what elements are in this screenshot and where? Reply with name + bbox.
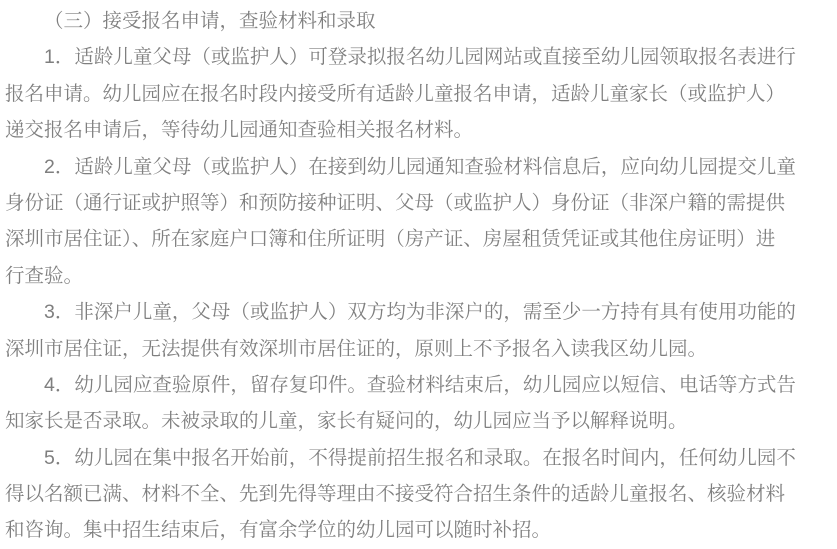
text-line: 知家长是否录取。未被录取的儿童，家长有疑问的，幼儿园应当予以解释说明。 xyxy=(5,410,688,433)
paragraph-4 xyxy=(5,367,833,440)
text-line: 2．适龄儿童父母（或监护人）在接到幼儿园通知查验材料信息后，应向幼儿园提交儿童 xyxy=(44,155,796,178)
text-line: 深圳市居住证）、所在家庭户口簿和住所证明（房产证、房屋租赁凭证或其他住房证明）进 xyxy=(5,228,776,251)
text-line: 3．非深户儿童，父母（或监护人）双方均为非深户的，需至少一方持有具有使用功能的 xyxy=(44,301,796,324)
text-line: 行查验。 xyxy=(5,264,84,287)
text-line: 4．幼儿园应查验原件，留存复印件。查验材料结束后，幼儿园应以短信、电话等方式告 xyxy=(44,373,796,396)
paragraph-1 xyxy=(5,39,833,148)
section-heading xyxy=(5,3,833,39)
text-line: 得以名额已满、材料不全、先到先得等理由不接受符合招生条件的适龄儿童报名、核验材料 xyxy=(5,483,786,506)
paragraph-3 xyxy=(5,294,833,367)
text-line: 报名申请。幼儿园应在报名时段内接受所有适龄儿童报名申请，适龄儿童家长（或监护人） xyxy=(5,82,786,105)
text-line: 递交报名申请后，等待幼儿园通知查验相关报名材料。 xyxy=(5,119,474,142)
text-line: 5．幼儿园在集中报名开始前，不得提前招生报名和录取。在报名时间内，任何幼儿园不 xyxy=(44,446,796,469)
heading-line: （三）接受报名申请，查验材料和录取 xyxy=(44,10,376,32)
text-line: 身份证（通行证或护照等）和预防接种证明、父母（或监护人）身份证（非深户籍的需提供 xyxy=(5,191,786,214)
paragraph-5 xyxy=(5,440,833,549)
text-line: 1．适龄儿童父母（或监护人）可登录拟报名幼儿园网站或直接至幼儿园领取报名表进行 xyxy=(44,46,796,69)
text-line: 和咨询。集中招生结束后，有富余学位的幼儿园可以随时补招。 xyxy=(5,519,552,542)
text-line: 深圳市居住证，无法提供有效深圳市居住证的，原则上不予报名入读我区幼儿园。 xyxy=(5,337,708,360)
paragraph-2 xyxy=(5,149,833,295)
